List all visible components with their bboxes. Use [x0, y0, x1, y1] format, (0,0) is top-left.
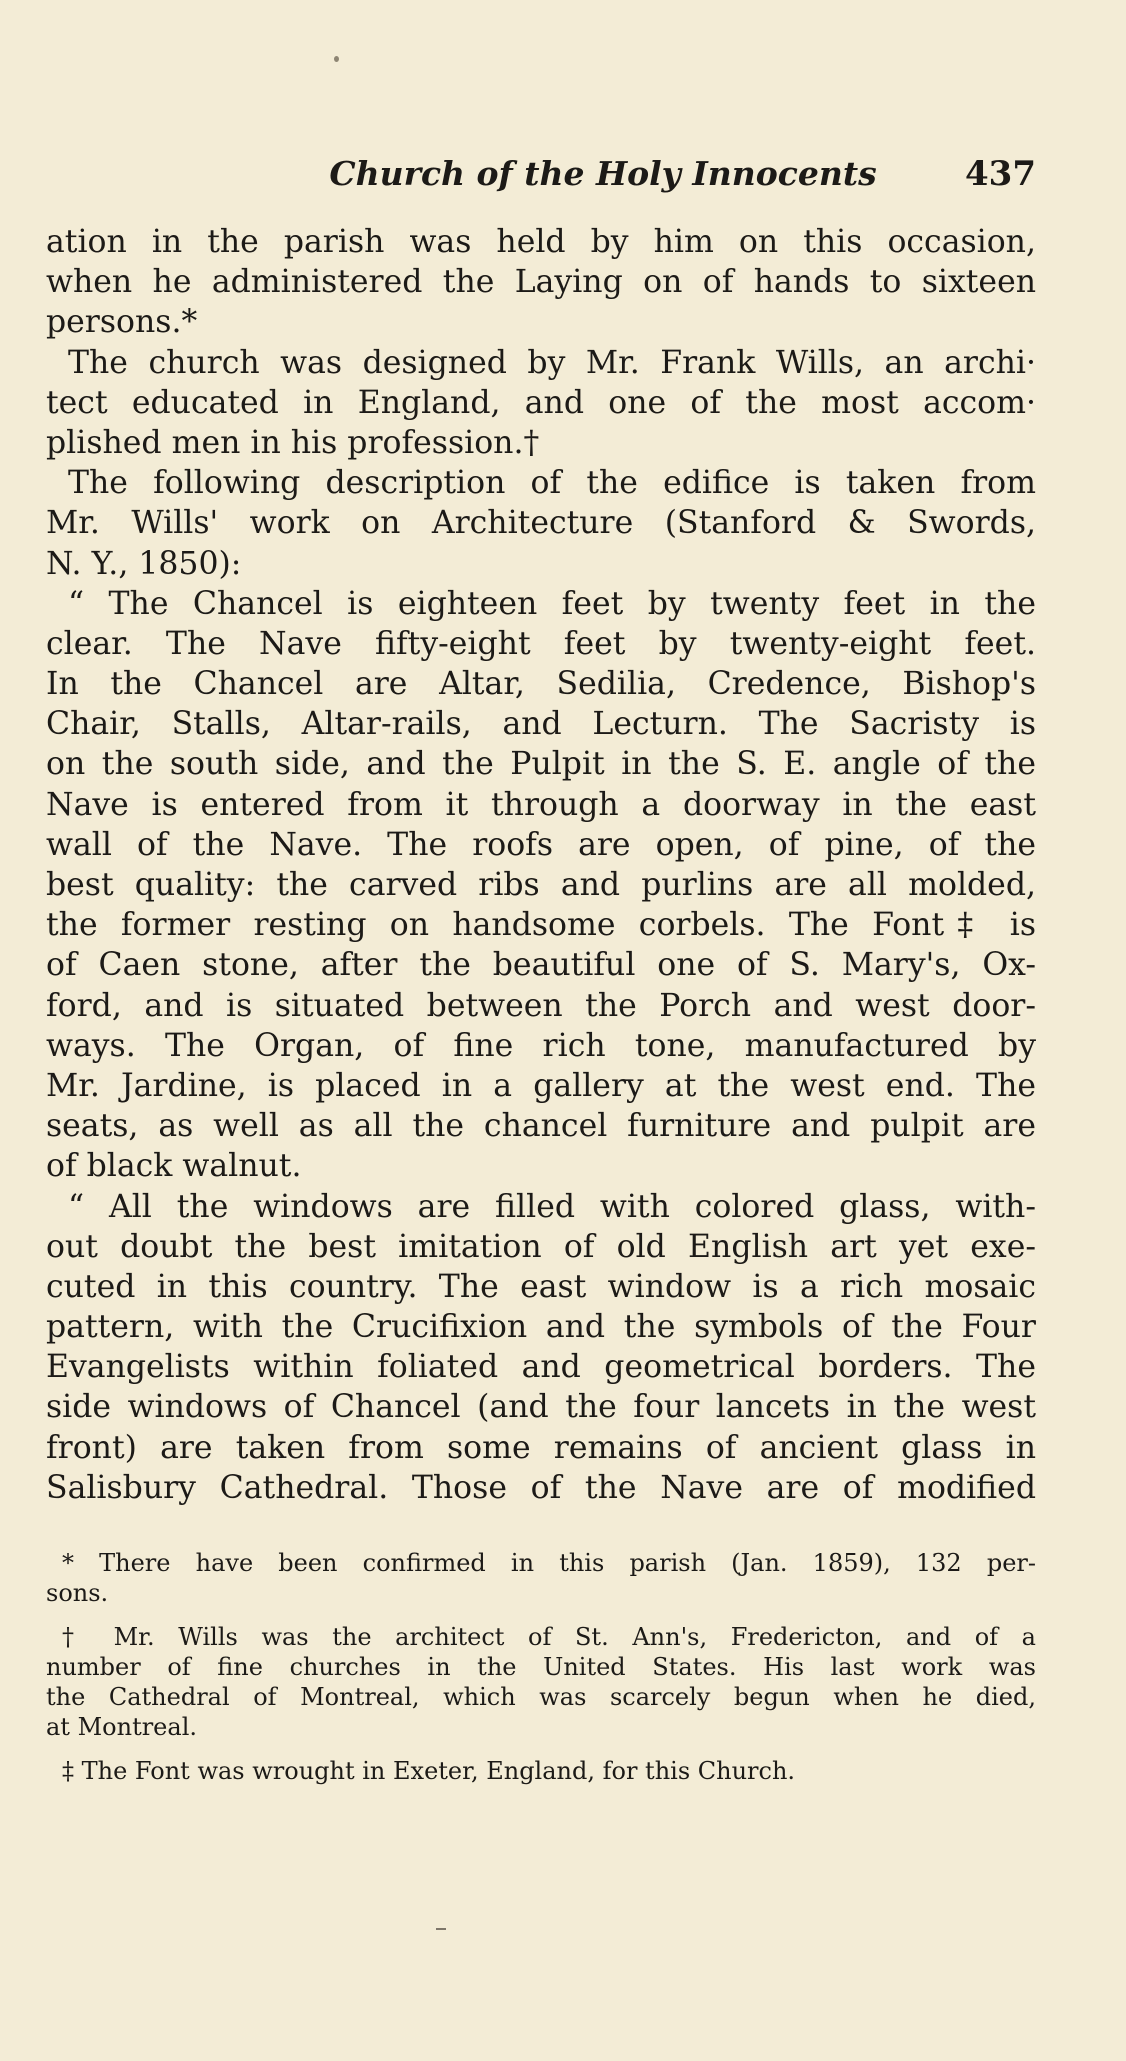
text-line: on the south side, and the Pulpit in the S. E. angle of the	[46, 746, 1036, 783]
text-line: persons.*	[46, 304, 198, 341]
text-line: The following description of the edifice is taken from	[68, 465, 1036, 502]
body-text	[46, 222, 1036, 1508]
page-number: 437	[965, 154, 1036, 194]
text-line: N. Y., 1850):	[46, 545, 242, 582]
footnote-line: ‡ The Font was wrought in Exeter, England, for this Church.	[62, 1757, 796, 1785]
ink-speck	[334, 56, 339, 62]
footnote-1	[46, 1548, 1036, 1608]
text-line: plished men in his profession.†	[46, 424, 540, 461]
text-line: clear. The Nave fifty-eight feet by twenty-eight feet.	[46, 625, 1036, 662]
text-line: seats, as well as all the chancel furniture and pulpit are	[46, 1108, 1036, 1145]
footnote-line: number of fine churches in the United States. His last work was	[46, 1653, 1036, 1681]
text-line: The church was designed by Mr. Frank Wills, an archi·	[68, 344, 1036, 381]
footnote-3	[46, 1756, 1036, 1786]
footnote-line: † Mr. Wills was the architect of St. Ann's, Fredericton, and of a	[62, 1623, 1036, 1651]
text-line: out doubt the best imitation of old English art yet exe-	[46, 1228, 1036, 1265]
text-line: best quality: the carved ribs and purlins are all molded,	[46, 867, 1036, 903]
text-line: of Caen stone, after the beautiful one of S. Mary's, Ox-	[46, 947, 1036, 984]
text-line: Mr. Wills' work on Architecture (Stanford & Swords,	[46, 505, 1036, 542]
footnotes	[46, 1548, 1036, 1786]
text-line: Chair, Stalls, Altar-rails, and Lecturn. The Sacristy is	[46, 706, 1036, 743]
text-line: Nave is entered from it through a doorway in the east	[46, 786, 1036, 823]
text-line: In the Chancel are Altar, Sedilia, Credence, Bishop's	[46, 666, 1036, 703]
footnote-line: sons.	[46, 1579, 109, 1607]
text-line: when he administered the Laying on of hands to sixteen	[46, 264, 1036, 301]
text-line: tect educated in England, and one of the most accom·	[46, 384, 1036, 421]
text-line: ways. The Organ, of fine rich tone, manufactured by	[46, 1027, 1036, 1064]
text-line: side windows of Chancel (and the four lancets in the west	[46, 1389, 1036, 1426]
text-line: ford, and is situated between the Porch and west door-	[46, 987, 1036, 1024]
footnote-line: * There have been confirmed in this parish (Jan. 1859), 132 per-	[62, 1549, 1036, 1577]
text-line: Evangelists within foliated and geometrical borders. The	[46, 1349, 1036, 1386]
text-line: wall of the Nave. The roofs are open, of pine, of the	[46, 826, 1036, 863]
text-line: “ All the windows are filled with colored glass, with-	[68, 1188, 1036, 1225]
footnote-line: at Montreal.	[46, 1713, 197, 1741]
footnote-2	[46, 1622, 1036, 1742]
text-line: “ The Chancel is eighteen feet by twenty feet in the	[68, 585, 1036, 622]
text-line: Salisbury Cathedral. Those of the Nave are of modified	[46, 1469, 1036, 1506]
running-title: Church of the Holy Innocents	[329, 154, 877, 193]
text-line: ation in the parish was held by him on this occasion,	[46, 224, 1036, 260]
page-mark	[436, 1928, 446, 1930]
footnote-line: the Cathedral of Montreal, which was scarcely begun when he died,	[46, 1683, 1036, 1711]
text-line: of black walnut.	[46, 1148, 302, 1185]
text-line: pattern, with the Crucifixion and the symbols of the Four	[46, 1309, 1036, 1346]
page-header	[50, 154, 1036, 198]
text-line: front) are taken from some remains of ancient glass in	[46, 1429, 1036, 1466]
text-line: cuted in this country. The east window is a rich mosaic	[46, 1268, 1036, 1305]
text-line: Mr. Jardine, is placed in a gallery at the west end. The	[46, 1067, 1036, 1104]
text-line: the former resting on handsome corbels. The Font‡ is	[46, 907, 1036, 944]
